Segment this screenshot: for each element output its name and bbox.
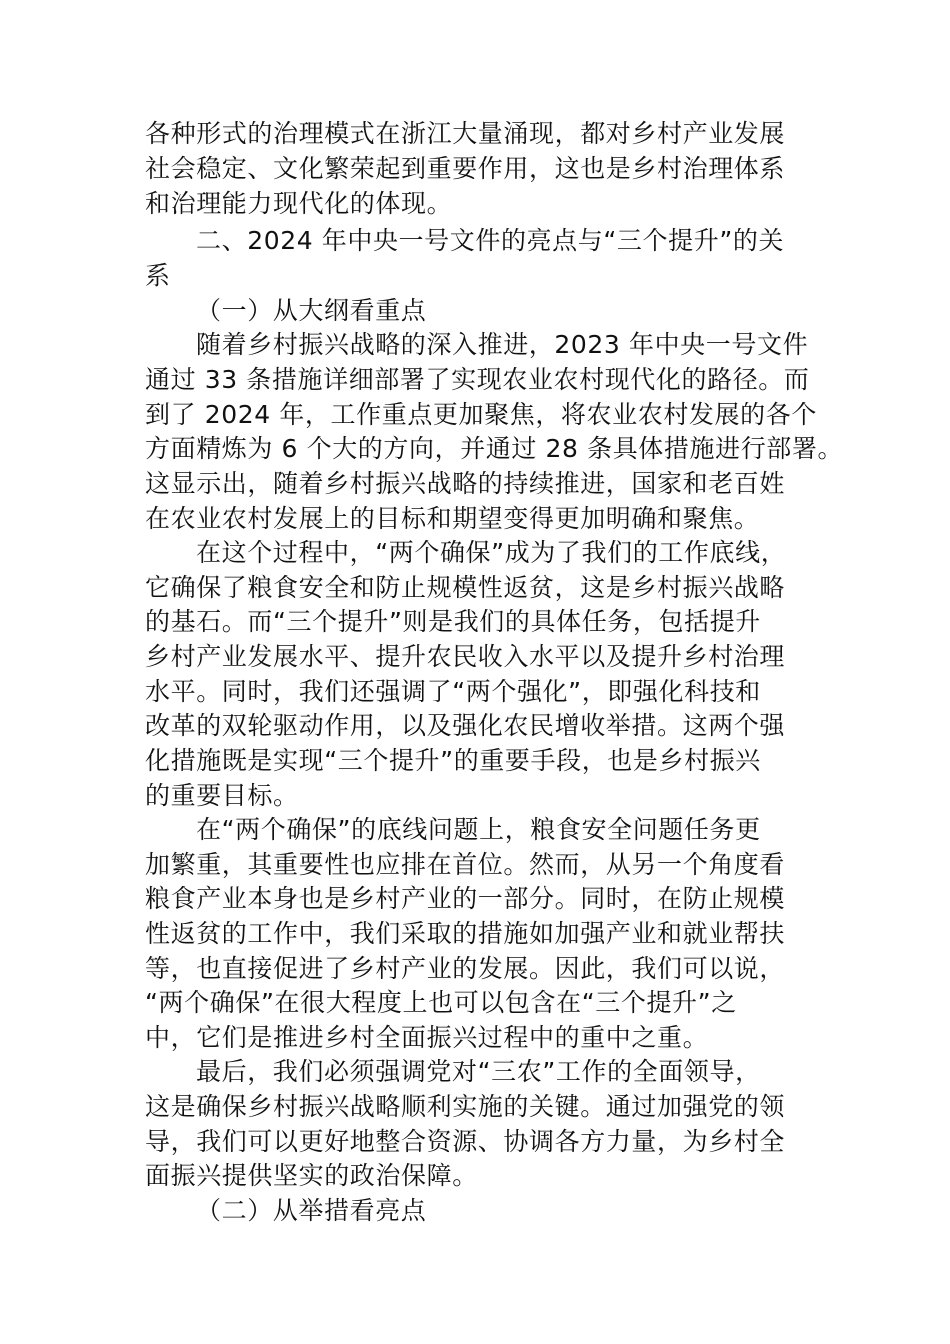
paragraph-line: 性返贫的工作中，我们采取的措施如加强产业和就业帮扶: [145, 919, 786, 948]
paragraph-line: 粮食产业本身也是乡村产业的一部分。同时，在防止规模: [145, 884, 786, 913]
paragraph-line: 的基石。而“三个提升”则是我们的具体任务，包括提升: [145, 607, 761, 636]
paragraph-line: 面振兴提供坚实的政治保障。: [145, 1161, 478, 1190]
paragraph-line: 社会稳定、文化繁荣起到重要作用，这也是乡村治理体系: [145, 154, 786, 183]
paragraph-line: 各种形式的治理模式在浙江大量涌现，都对乡村产业发展: [145, 119, 786, 148]
section-heading: 系: [145, 261, 171, 290]
subsection-heading: （一）从大纲看重点: [196, 296, 427, 325]
paragraph-line: 在这个过程中，“两个确保”成为了我们的工作底线，: [196, 538, 787, 567]
paragraph-line: “两个确保”在很大程度上也可以包含在“三个提升”之: [145, 988, 737, 1017]
paragraph-line: 这显示出，随着乡村振兴战略的持续推进，国家和老百姓: [145, 469, 786, 498]
paragraph-line: 加繁重，其重要性也应排在首位。然而，从另一个角度看: [145, 850, 786, 879]
subsection-heading: （二）从举措看亮点: [196, 1196, 427, 1225]
paragraph-line: 这是确保乡村振兴战略顺利实施的关键。通过加强党的领: [145, 1092, 786, 1121]
paragraph-line: 随着乡村振兴战略的深入推进，2023 年中央一号文件: [196, 330, 809, 359]
paragraph-line: 最后，我们必须强调党对“三农”工作的全面领导，: [196, 1057, 761, 1086]
paragraph-line: 等，也直接促进了乡村产业的发展。因此，我们可以说，: [145, 954, 786, 983]
paragraph-line: 它确保了粮食安全和防止规模性返贫，这是乡村振兴战略: [145, 573, 786, 602]
paragraph-line: 的重要目标。: [145, 781, 299, 810]
paragraph-line: 通过 33 条措施详细部署了实现农业农村现代化的路径。而: [145, 365, 810, 394]
paragraph-line: 中，它们是推进乡村全面振兴过程中的重中之重。: [145, 1023, 709, 1052]
paragraph-line: 和治理能力现代化的体现。: [145, 189, 453, 218]
paragraph-line: 到了 2024 年，工作重点更加聚焦，将农业农村发展的各个: [145, 400, 817, 429]
paragraph-line: 水平。同时，我们还强调了“两个强化”，即强化科技和: [145, 677, 761, 706]
paragraph-line: 在“两个确保”的底线问题上，粮食安全问题任务更: [196, 815, 761, 844]
paragraph-line: 导，我们可以更好地整合资源、协调各方力量，为乡村全: [145, 1127, 786, 1156]
paragraph-line: 乡村产业发展水平、提升农民收入水平以及提升乡村治理: [145, 642, 786, 671]
section-heading: 二、2024 年中央一号文件的亮点与“三个提升”的关: [196, 226, 785, 255]
paragraph-line: 化措施既是实现“三个提升”的重要手段，也是乡村振兴: [145, 746, 761, 775]
paragraph-line: 方面精炼为 6 个大的方向，并通过 28 条具体措施进行部署。: [145, 434, 844, 463]
paragraph-line: 改革的双轮驱动作用，以及强化农民增收举措。这两个强: [145, 711, 786, 740]
paragraph-line: 在农业农村发展上的目标和期望变得更加明确和聚焦。: [145, 504, 760, 533]
